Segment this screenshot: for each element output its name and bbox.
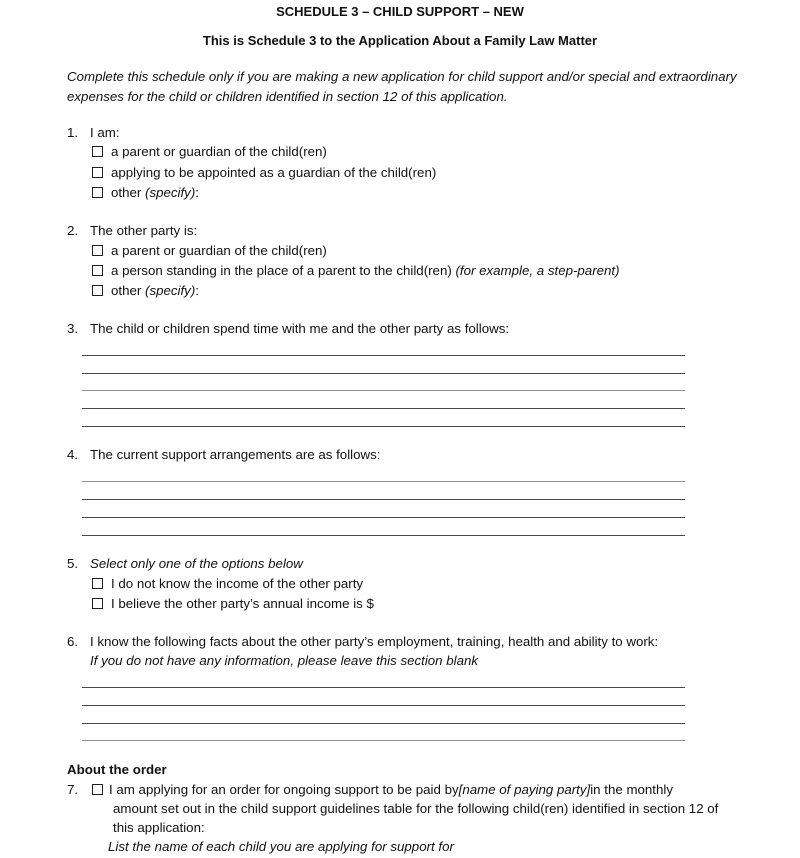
q4-label: The current support arrangements are as follows:	[90, 447, 381, 462]
schedule-subtitle: This is Schedule 3 to the Application About a Family Law Matter	[202, 33, 598, 48]
q3-answer-line[interactable]	[82, 355, 685, 356]
q3-answer-line[interactable]	[82, 408, 685, 409]
checkbox[interactable]	[92, 578, 103, 589]
schedule-title: SCHEDULE 3 – CHILD SUPPORT – NEW	[276, 4, 524, 19]
q6-label: I know the following facts about the other party’s employment, training, health and ability to work:	[90, 634, 659, 649]
q1-option-other[interactable]: other (specify) :	[92, 185, 199, 200]
q6-answer-line[interactable]	[82, 723, 685, 724]
q2-number: 2.	[67, 223, 79, 238]
q3-label: The child or children spend time with me and the other party as follows:	[90, 321, 510, 336]
q7-option-ongoing-support[interactable]: I am applying for an order for ongoing support to be paid by [name of paying party] in the monthly	[92, 782, 673, 797]
q2-option-step-parent[interactable]: a person standing in the place of a parent to the child(ren) (for example, a step-parent)	[92, 263, 620, 278]
q1-option-applying-guardian[interactable]: applying to be appointed as a guardian of the child(ren)	[92, 165, 436, 180]
q6-answer-line[interactable]	[82, 705, 685, 706]
q1-number: 1.	[67, 125, 79, 140]
intro-instructions: Complete this schedule only if you are making a new application for child support and/or special and extraordinary expenses for the child or children identified in section 12 of this application.	[67, 69, 737, 104]
q2-option-parent[interactable]: a parent or guardian of the child(ren)	[92, 243, 327, 258]
q5-option-unknown-income[interactable]: I do not know the income of the other party	[92, 576, 363, 591]
q3-answer-line[interactable]	[82, 373, 685, 374]
q6-answer-line[interactable]	[82, 687, 685, 688]
q3-number: 3.	[67, 321, 79, 336]
q1-label: I am:	[90, 125, 120, 140]
q4-number: 4.	[67, 447, 79, 462]
checkbox[interactable]	[92, 245, 103, 256]
q1-option-parent[interactable]: a parent or guardian of the child(ren)	[92, 144, 327, 159]
q5-option-believed-income[interactable]: I believe the other party’s annual income is $	[92, 596, 374, 611]
q2-option-other[interactable]: other (specify) :	[92, 283, 199, 298]
q4-answer-line[interactable]	[82, 517, 685, 518]
q6-number: 6.	[67, 634, 79, 649]
q6-hint: If you do not have any information, please leave this section blank	[90, 653, 479, 668]
checkbox[interactable]	[92, 167, 103, 178]
q6-answer-line[interactable]	[82, 740, 685, 741]
q5-number: 5.	[67, 556, 79, 571]
checkbox[interactable]	[92, 285, 103, 296]
checkbox[interactable]	[92, 598, 103, 609]
q4-answer-line[interactable]	[82, 535, 685, 536]
q5-label: Select only one of the options below	[90, 556, 303, 571]
checkbox[interactable]	[92, 265, 103, 276]
checkbox[interactable]	[92, 146, 103, 157]
q7-text-line3: this application:	[113, 820, 205, 835]
about-order-heading: About the order	[67, 762, 167, 777]
q7-hint: List the name of each child you are applying for support for	[108, 839, 454, 854]
q3-answer-line[interactable]	[82, 426, 685, 427]
q7-number: 7.	[67, 782, 79, 797]
checkbox[interactable]	[92, 784, 103, 795]
q4-answer-line[interactable]	[82, 481, 685, 482]
q7-text-line2: amount set out in the child support guidelines table for the following child(ren) identified in section 12 of	[113, 801, 719, 816]
q2-label: The other party is:	[90, 223, 198, 238]
q3-answer-line[interactable]	[82, 390, 685, 391]
q4-answer-line[interactable]	[82, 499, 685, 500]
checkbox[interactable]	[92, 187, 103, 198]
